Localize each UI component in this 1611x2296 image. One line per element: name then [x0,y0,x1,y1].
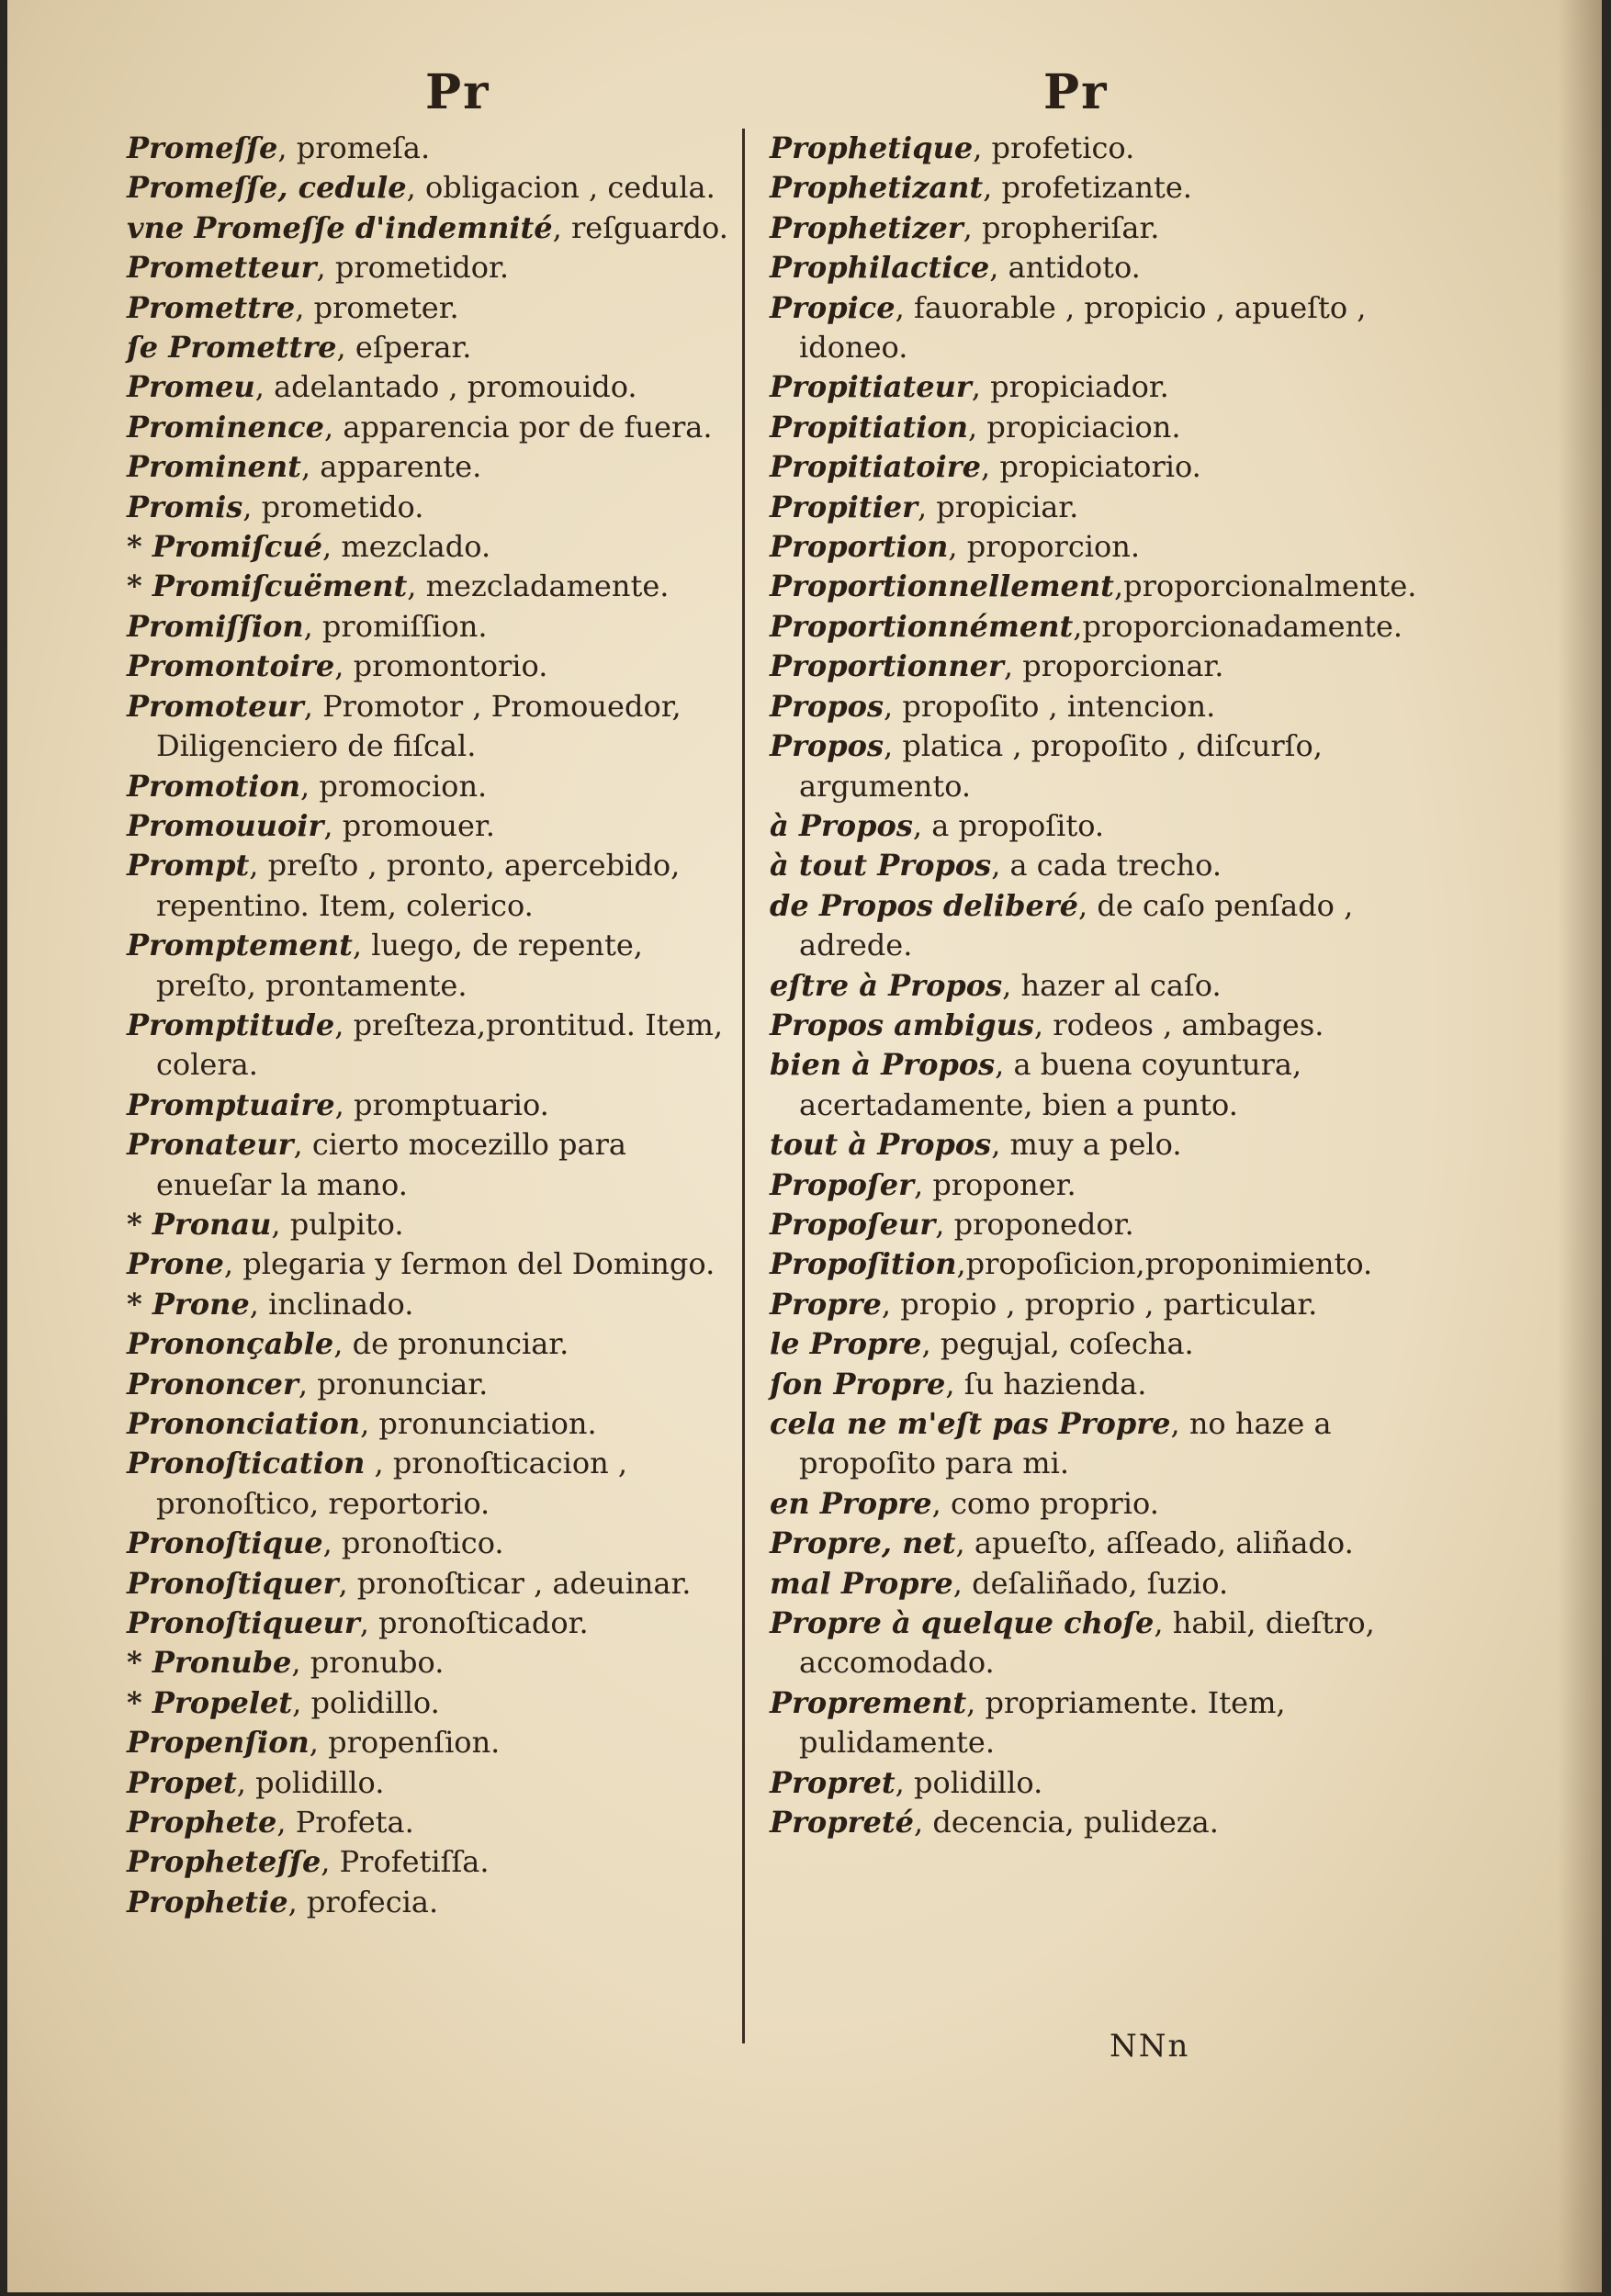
dictionary-entry [127,527,738,567]
entry-definition: , profetizante. [983,170,1192,206]
dictionary-entry [770,129,1380,168]
entry-definition: , a cada trecho. [991,848,1222,884]
dictionary-entry [127,367,738,407]
entry-headword: Pronoſtiqueur [127,1605,360,1641]
entry-headword: Propoſition [770,1246,957,1282]
entry-headword: Propos [770,688,884,724]
entry-headword: Propitiatoire [770,449,981,485]
entry-definition: , propiciar. [917,489,1079,524]
entry-headword: Prompt [127,848,250,884]
dictionary-entry [127,1324,738,1364]
entry-definition: , pronubo. [291,1645,445,1681]
entry-definition: , deſaliñado, ſuzio. [952,1565,1229,1601]
entry-definition: , obligacion , cedula. [406,170,715,206]
entry-headword: ſe Promettre [127,330,337,366]
entry-definition: , decencia, pulideza. [914,1805,1219,1840]
entry-headword: Propoſer [770,1166,914,1202]
dictionary-entry [127,408,738,447]
entry-headword: Prophetie [127,1884,288,1919]
entry-headword: Proportion [770,529,949,565]
entry-marker: * [127,1206,152,1242]
dictionary-entry [127,1205,738,1244]
dictionary-entry [770,1205,1380,1244]
entry-definition: , fauorable , propicio , apueſto , idoneo. [799,289,1367,366]
dictionary-entry [127,1842,738,1882]
entry-definition: ,proporcionalmente. [1113,568,1417,604]
dictionary-entry [127,1803,738,1842]
entry-definition: , pegujal, coſecha. [921,1326,1194,1362]
dictionary-entry [770,367,1380,407]
entry-headword: Pronube [152,1645,292,1681]
dictionary-entry [127,248,738,287]
entry-headword: Promis [127,489,243,524]
entry-definition: ,proporcionadamente. [1073,608,1403,644]
entry-headword: de Propos deliberé [770,887,1079,923]
entry-definition: , Profetiſſa. [321,1844,490,1880]
entry-definition: , pulpito. [271,1206,404,1242]
entry-definition: , muy a pelo. [991,1127,1182,1163]
entry-headword: Prone [152,1286,250,1322]
dictionary-entry [770,1524,1380,1563]
entry-headword: Proportionnellement [770,568,1114,604]
dictionary-entry [127,1365,738,1404]
entry-marker: * [127,1684,152,1720]
entry-definition: , promiſſion. [303,608,488,644]
dictionary-entry [770,607,1403,647]
entry-definition: , polidillo. [236,1764,385,1800]
dictionary-entry [127,1285,738,1324]
dictionary-entry [770,248,1380,287]
entry-headword: Promeſſe, cedule [127,170,407,206]
entry-definition: , pronoſticador. [359,1605,589,1641]
dictionary-entry [770,1683,1380,1763]
entry-definition: , mezclado. [322,529,491,565]
dictionary-entry [770,288,1380,368]
entry-definition: , no haze a propoſito para mi. [799,1406,1332,1481]
entry-headword: Prophetique [770,130,974,165]
entry-definition: , propoſito , intencion. [884,688,1216,724]
dictionary-entry [770,447,1380,487]
entry-definition: , promptuario. [334,1086,549,1122]
dictionary-entry [127,1444,738,1524]
entry-definition: , polidillo. [292,1684,440,1720]
dictionary-entry [770,806,1380,846]
entry-definition: , rodeos , ambages. [1033,1007,1324,1042]
entry-headword: vne Promeſſe d'indemnité [127,209,553,245]
entry-headword: Prophilactice [770,250,990,286]
entry-headword: Propitiation [770,409,969,445]
entry-definition: , apparente. [300,449,482,485]
entry-definition: , pronunciation. [360,1406,597,1441]
dictionary-entry [770,1404,1380,1484]
page-edge-shadow [1558,0,1602,2292]
entry-definition: , a buena coyuntura, acertadamente, bien a punto. [799,1047,1302,1122]
entry-headword: Propre à quelque choſe [770,1605,1155,1641]
dictionary-entry [127,1763,738,1803]
entry-headword: Prone [127,1246,224,1282]
entry-headword: Propheteſſe [127,1844,321,1880]
dictionary-entry [770,1803,1380,1842]
entry-headword: Propoſeur [770,1206,936,1242]
entry-definition: , platica , propoſito , diſcurſo, argumento. [799,728,1323,804]
entry-headword: Prominence [127,409,325,445]
entry-headword: Propitiateur [770,369,972,405]
entry-definition: , pronoſtico. [322,1525,504,1561]
dictionary-entry [127,1006,738,1086]
dictionary-entry [127,647,738,686]
dictionary-entry [770,567,1417,606]
right-running-head: Pr [1043,64,1109,120]
dictionary-entry [127,926,738,1006]
entry-definition: , promontorio. [334,648,548,684]
entry-headword: Propice [770,289,896,325]
entry-headword: Propenſion [127,1725,310,1761]
dictionary-entry [127,846,738,926]
dictionary-entry [770,1763,1380,1803]
dictionary-entry [770,726,1380,806]
entry-definition: , de caſo penſado , adrede. [799,887,1354,963]
entry-headword: Promeſſe [127,130,278,165]
entry-headword: Prophetizant [770,170,984,206]
entry-definition: , habil, dieſtro, accomodado. [799,1605,1375,1681]
entry-headword: Prononcer [127,1366,299,1401]
dictionary-entry [770,1564,1380,1604]
entry-definition: , eſperar. [336,330,472,366]
entry-headword: tout à Propos [770,1127,992,1163]
entry-headword: Promiſſion [127,608,304,644]
dictionary-entry [127,1723,738,1762]
entry-headword: bien à Propos [770,1047,996,1083]
entry-headword: eſtre à Propos [770,967,1003,1003]
entry-definition: , a propoſito. [912,807,1105,843]
entry-definition: , pronoſticacion , pronoſtico, reportorio. [156,1446,628,1521]
entry-headword: ſon Propre [770,1366,946,1401]
dictionary-entry [770,1365,1380,1404]
entry-definition: , pronoſticar , adeuinar. [338,1565,692,1601]
dictionary-entry [770,846,1380,885]
entry-definition: , apueſto, aſſeado, aliñado. [955,1525,1354,1561]
entry-definition: ,propoſicion,proponimiento. [956,1246,1373,1282]
catchword: NNn [1110,2028,1190,2065]
entry-definition: , promouer. [323,807,495,843]
dictionary-entry [770,1484,1380,1524]
entry-headword: Pronoſtiquer [127,1565,339,1601]
dictionary-entry [770,647,1380,686]
entry-headword: Pronoſtique [127,1525,323,1561]
entry-headword: Propret [770,1764,896,1800]
dictionary-entry [127,288,738,328]
entry-headword: Propitier [770,489,918,524]
entry-definition: , Profeta. [276,1805,414,1840]
dictionary-entry [770,966,1380,1006]
entry-headword: Promptuaire [127,1086,335,1122]
entry-headword: le Propre [770,1326,922,1362]
entry-headword: cela ne m'eſt pas Propre [770,1406,1171,1441]
entry-headword: Promontoire [127,648,335,684]
dictionary-entry [770,886,1380,966]
dictionary-entry [770,1285,1380,1324]
dictionary-entry [770,1244,1380,1284]
entry-definition: , proponer. [913,1166,1076,1202]
dictionary-entry [770,168,1380,208]
entry-headword: Pronau [152,1206,272,1242]
entry-definition: , pronunciar. [298,1366,489,1401]
dictionary-entry [770,527,1380,567]
dictionary-entry [127,767,738,806]
entry-definition: , propiciacion. [968,409,1181,445]
entry-marker: * [127,568,152,604]
entry-definition: , propiciatorio. [980,449,1201,485]
entry-definition: , como proprio. [931,1485,1159,1521]
entry-headword: Promptitude [127,1007,335,1042]
entry-headword: Proprement [770,1684,967,1720]
dictionary-entry [770,1045,1380,1125]
entry-definition: , adelantado , promouido. [254,369,637,405]
dictionary-entry [770,208,1380,248]
dictionary-entry [127,1404,738,1444]
entry-marker: * [127,529,152,565]
entry-headword: Propet [127,1764,237,1800]
dictionary-entry [127,488,738,527]
dictionary-entry [127,168,738,208]
entry-definition: , promocion. [300,768,488,804]
dictionary-entry [127,687,738,767]
entry-definition: , propiciador. [971,369,1169,405]
entry-headword: Prometteur [127,250,317,286]
entry-definition: , mezcladamente. [407,568,670,604]
dictionary-entry [770,1604,1380,1683]
entry-headword: Prononciation [127,1406,361,1441]
dictionary-entry [127,1643,738,1683]
entry-definition: , apparencia por de fuera. [324,409,713,445]
entry-headword: à Propos [770,807,913,843]
entry-headword: Propos ambigus [770,1007,1034,1042]
dictionary-entry [127,1125,738,1205]
entry-definition: , ſu hazienda. [945,1366,1147,1401]
dictionary-entry [127,1086,738,1125]
entry-marker: * [127,1645,152,1681]
entry-definition: , proporcion. [948,529,1141,565]
entry-headword: Pronateur [127,1127,294,1163]
column-divider [742,129,745,2043]
entry-definition: , antidoto. [989,250,1141,286]
entry-headword: Promiſcué [152,529,323,565]
entry-definition: , preſto , pronto, apercebido, repentino. Item, colerico. [156,848,681,923]
entry-definition: , prometer. [295,289,459,325]
entry-definition: , polidillo. [895,1764,1043,1800]
entry-definition: , prometido. [242,489,424,524]
entry-marker: * [127,1286,152,1322]
left-column [127,129,738,1922]
dictionary-entry [127,567,738,606]
entry-definition: , proponedor. [935,1206,1134,1242]
entry-headword: Promptement [127,928,353,963]
entry-definition: , hazer al caſo. [1002,967,1222,1003]
entry-definition: , proporcionar. [1003,648,1224,684]
entry-headword: à tout Propos [770,848,992,884]
entry-headword: mal Propre [770,1565,953,1601]
entry-headword: Promiſcuëment [152,568,408,604]
entry-definition: , promeſa. [277,130,431,165]
dictionary-entry [127,607,738,647]
entry-headword: Propreté [770,1805,914,1840]
left-running-head: Pr [425,64,490,120]
entry-definition: , propenſion. [309,1725,501,1761]
entry-headword: Propelet [152,1684,293,1720]
dictionary-entry [127,1683,738,1723]
entry-definition: , plegaria y ſermon del Domingo. [223,1246,715,1282]
entry-headword: Propos [770,728,884,764]
dictionary-page [7,0,1602,2292]
dictionary-entry [770,488,1380,527]
dictionary-entry [127,328,738,367]
entry-headword: Promeu [127,369,255,405]
entry-definition: , reſguardo. [552,209,728,245]
dictionary-entry [127,1883,738,1922]
entry-headword: Prominent [127,449,301,485]
dictionary-entry [770,1006,1380,1045]
dictionary-entry [770,1125,1380,1165]
entry-definition: , de pronunciar. [333,1326,569,1362]
dictionary-entry [770,1165,1380,1205]
entry-headword: Propre, net [770,1525,956,1561]
entry-headword: Propre [770,1286,882,1322]
entry-headword: Promouuoir [127,807,324,843]
entry-definition: , propriamente. Item, pulidamente. [799,1684,1286,1761]
entry-definition: , preſteza,prontitud. Item, colera. [156,1007,724,1083]
entry-headword: Prophete [127,1805,277,1840]
dictionary-entry [127,806,738,846]
entry-definition: , cierto mocezillo para enueſar la mano. [156,1127,626,1202]
entry-definition: , Promotor , Promouedor, Diligenciero de fiſcal. [156,688,682,764]
entry-headword: Promettre [127,289,296,325]
entry-headword: Promotion [127,768,301,804]
dictionary-entry [770,1324,1380,1364]
dictionary-entry [127,1564,738,1604]
entry-definition: , profecia. [287,1884,439,1919]
dictionary-entry [127,447,738,487]
dictionary-entry [127,1244,738,1284]
dictionary-entry [770,408,1380,447]
entry-headword: Proportionnément [770,608,1074,644]
dictionary-entry [127,129,738,168]
entry-definition: , inclinado. [249,1286,414,1322]
entry-headword: en Propre [770,1485,932,1521]
entry-definition: , prometidor. [316,250,509,286]
entry-definition: , profetico. [973,130,1135,165]
right-column [770,129,1417,1842]
entry-headword: Prophetizer [770,209,963,245]
entry-headword: Prononçable [127,1326,334,1362]
entry-headword: Pronoſtication [127,1446,366,1481]
dictionary-entry [770,687,1380,726]
entry-headword: Proportionner [770,648,1004,684]
entry-definition: , propio , proprio , particular. [881,1286,1318,1322]
dictionary-entry [127,208,738,248]
entry-definition: , propheriſar. [963,209,1160,245]
dictionary-entry [127,1524,738,1563]
entry-headword: Promoteur [127,688,304,724]
entry-definition: , luego, de repente, preſto, prontamente. [156,928,643,1003]
dictionary-entry [127,1604,738,1643]
